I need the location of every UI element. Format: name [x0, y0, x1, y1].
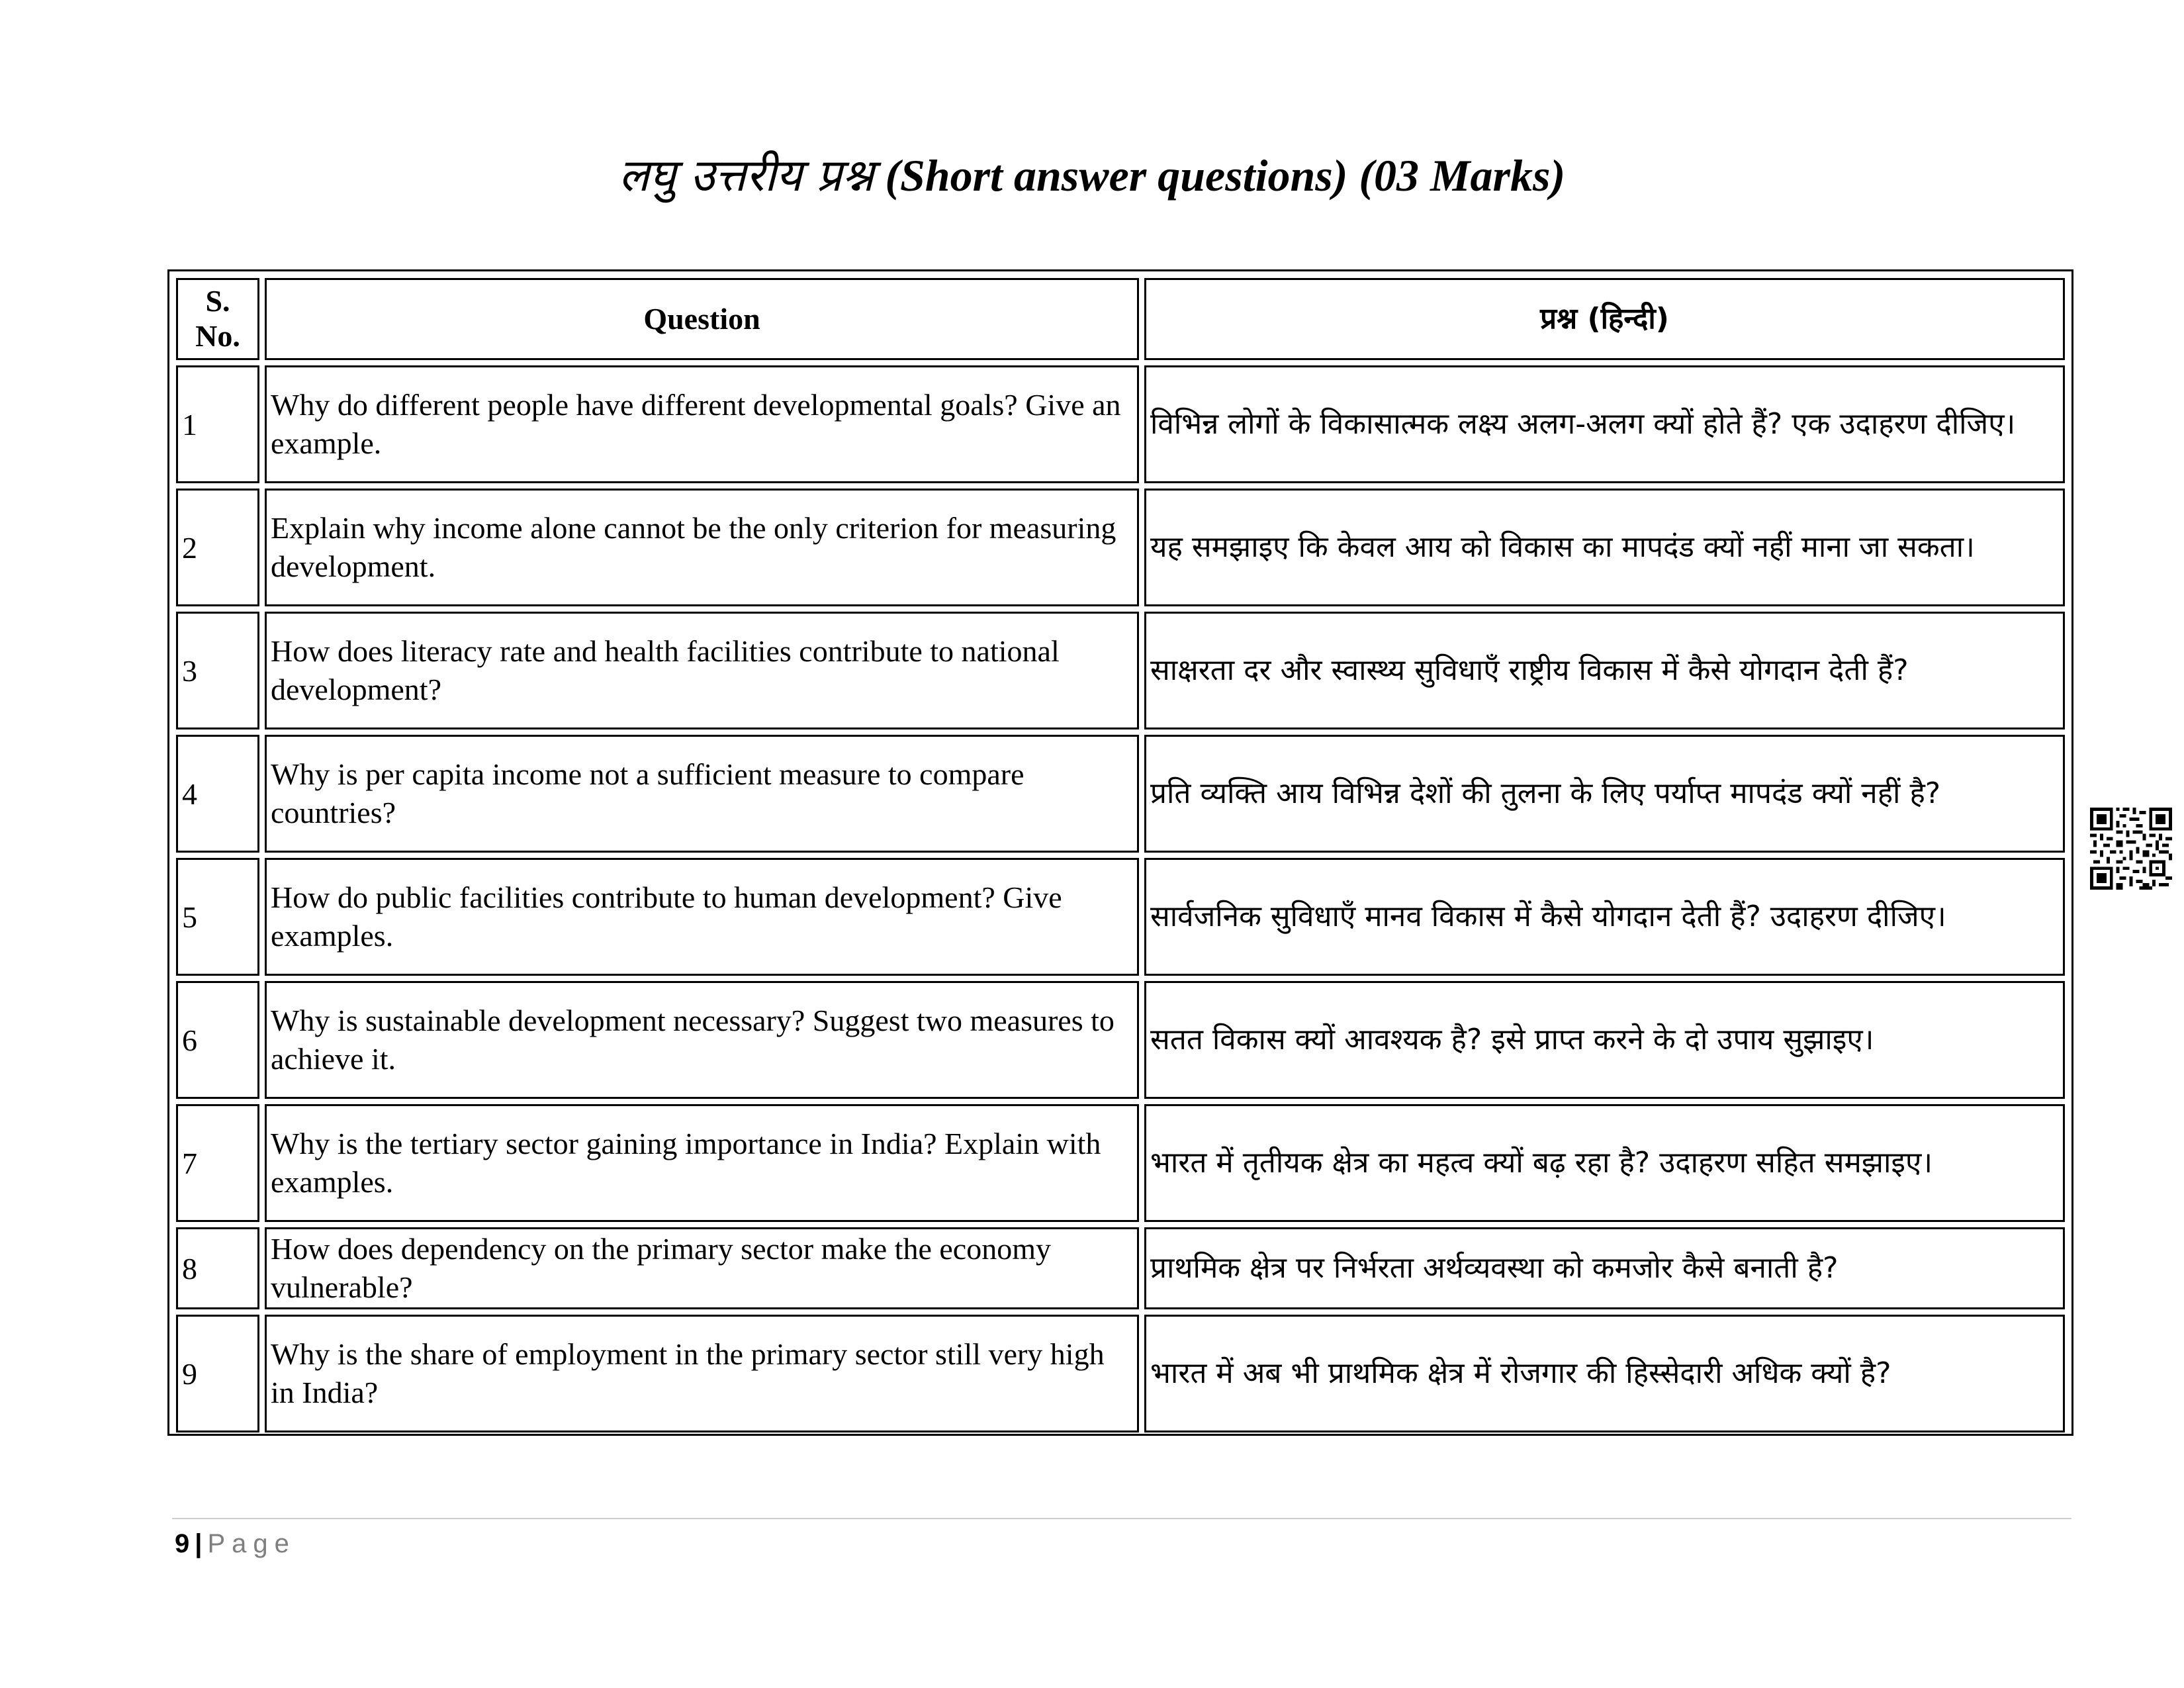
table-row [176, 735, 2065, 853]
row-sno: 1 [176, 365, 259, 483]
row-question-english: Explain why income alone cannot be the only criterion for measuring development. [265, 489, 1139, 606]
table-row [176, 1315, 2065, 1432]
table-row [176, 365, 2065, 483]
header-sno: S. No. [176, 278, 259, 360]
row-question-hindi: विभिन्न लोगों के विकासात्मक लक्ष्य अलग-अलग क्यों होते हैं? एक उदाहरण दीजिए। [1144, 365, 2065, 483]
table-row [176, 981, 2065, 1099]
row-sno: 2 [176, 489, 259, 606]
table-row [176, 489, 2065, 606]
row-question-hindi: प्राथमिक क्षेत्र पर निर्भरता अर्थव्यवस्था को कमजोर कैसे बनाती है? [1144, 1227, 2065, 1309]
row-question-hindi: सतत विकास क्यों आवश्यक है? इसे प्राप्त करने के दो उपाय सुझाइए। [1144, 981, 2065, 1099]
header-hindi: प्रश्न (हिन्दी) [1144, 278, 2065, 360]
row-question-hindi: भारत में तृतीयक क्षेत्र का महत्व क्यों बढ़ रहा है? उदाहरण सहित समझाइए। [1144, 1104, 2065, 1222]
row-question-english: Why is the share of employment in the primary sector still very high in India? [265, 1315, 1139, 1432]
page-number: 9 [175, 1529, 190, 1558]
row-question-hindi: सार्वजनिक सुविधाएँ मानव विकास में कैसे योगदान देती हैं? उदाहरण दीजिए। [1144, 858, 2065, 976]
questions-table [171, 273, 2070, 1438]
row-question-english: How does dependency on the primary sector make the economy vulnerable? [265, 1227, 1139, 1309]
footer-divider [172, 1518, 2071, 1519]
row-sno: 5 [176, 858, 259, 976]
row-question-hindi: यह समझाइए कि केवल आय को विकास का मापदंड क्यों नहीं माना जा सकता। [1144, 489, 2065, 606]
table-header-row [176, 278, 2065, 360]
page-label: Page [207, 1529, 296, 1558]
row-question-hindi: भारत में अब भी प्राथमिक क्षेत्र में रोजगार की हिस्सेदारी अधिक क्यों है? [1144, 1315, 2065, 1432]
row-question-hindi: प्रति व्यक्ति आय विभिन्न देशों की तुलना के लिए पर्याप्त मापदंड क्यों नहीं है? [1144, 735, 2065, 853]
page-title [0, 149, 2184, 203]
row-question-english: How does literacy rate and health facilities contribute to national development? [265, 612, 1139, 729]
row-sno: 9 [176, 1315, 259, 1432]
page-footer [175, 1524, 296, 1564]
table-row [176, 1227, 2065, 1309]
page-separator: | [195, 1529, 203, 1558]
table-row [176, 1104, 2065, 1222]
row-question-english: Why is the tertiary sector gaining importance in India? Explain with examples. [265, 1104, 1139, 1222]
row-question-english: How do public facilities contribute to human development? Give examples. [265, 858, 1139, 976]
row-question-english: Why do different people have different developmental goals? Give an example. [265, 365, 1139, 483]
qr-code [2090, 808, 2172, 890]
row-question-hindi: साक्षरता दर और स्वास्थ्य सुविधाएँ राष्ट्रीय विकास में कैसे योगदान देती हैं? [1144, 612, 2065, 729]
row-sno: 4 [176, 735, 259, 853]
row-sno: 7 [176, 1104, 259, 1222]
table-row [176, 858, 2065, 976]
table-row [176, 612, 2065, 729]
row-question-english: Why is sustainable development necessary? Suggest two measures to achieve it. [265, 981, 1139, 1099]
page-title-hindi: लघु उत्तरीय प्रश्न [618, 150, 874, 202]
page-title-english: (Short answer questions) (03 Marks) [885, 150, 1566, 201]
row-sno: 8 [176, 1227, 259, 1309]
header-question: Question [265, 278, 1139, 360]
row-sno: 3 [176, 612, 259, 729]
row-question-english: Why is per capita income not a sufficient measure to compare countries? [265, 735, 1139, 853]
row-sno: 6 [176, 981, 259, 1099]
